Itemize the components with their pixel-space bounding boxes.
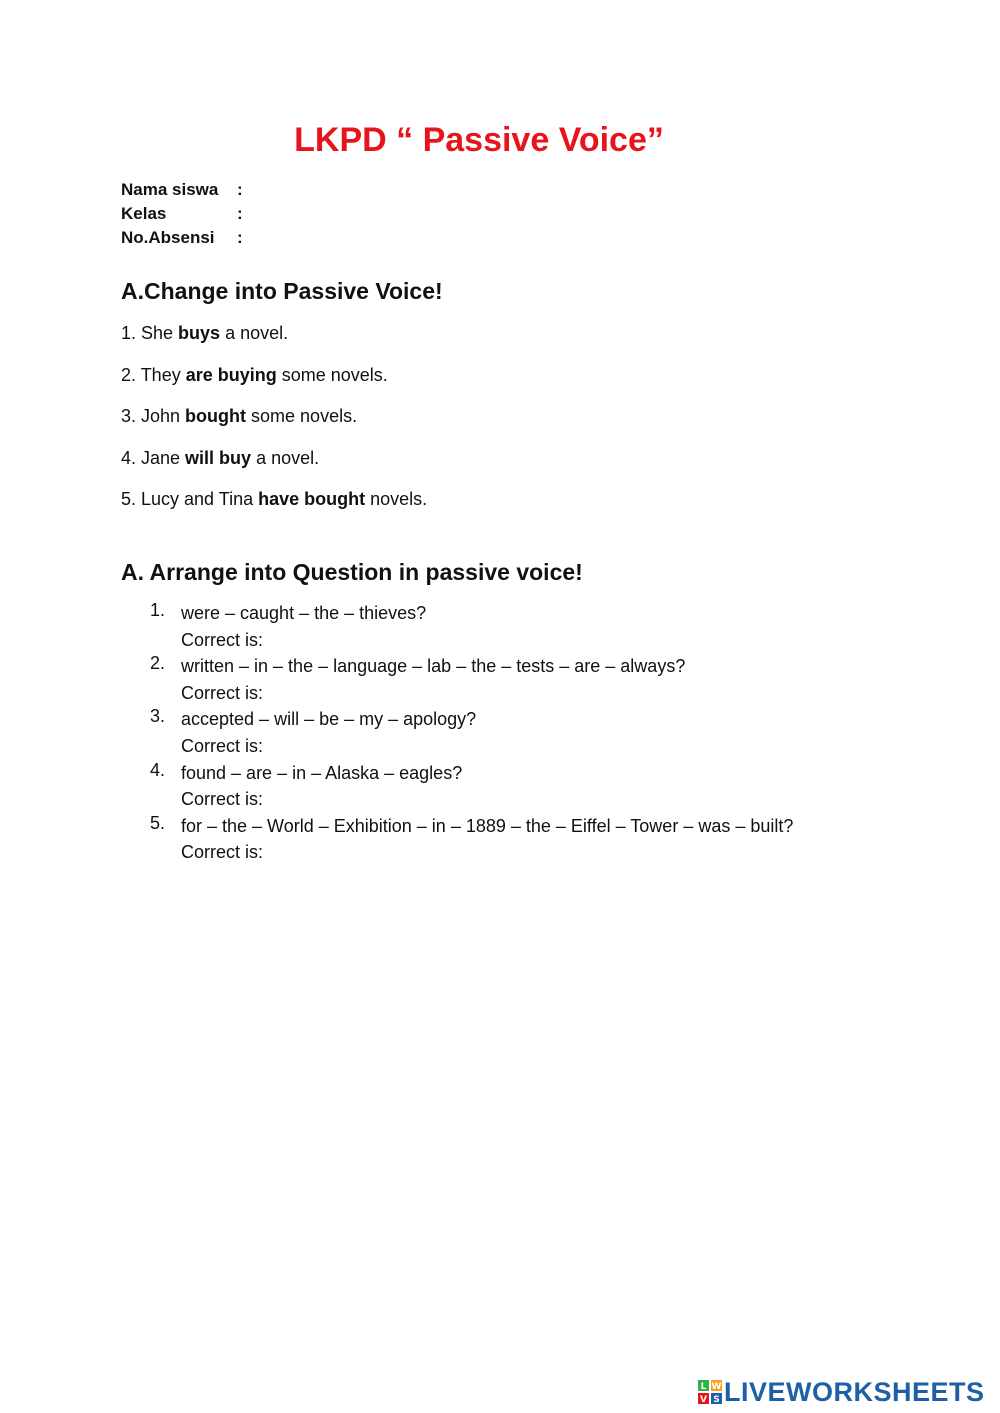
info-label: Kelas bbox=[121, 204, 167, 223]
info-label: Nama siswa bbox=[121, 180, 219, 199]
exercise-prefix: 5. Lucy and Tina bbox=[121, 489, 259, 509]
exercise-prefix: 3. John bbox=[121, 406, 186, 426]
question-number: 2. bbox=[150, 653, 166, 674]
exercise-verb: have bought bbox=[258, 489, 366, 509]
section-b-heading: A. Arrange into Question in passive voice! bbox=[121, 559, 583, 585]
question-number: 4. bbox=[150, 759, 166, 780]
exercise-prefix: 2. They bbox=[121, 364, 186, 385]
exercise-suffix: a novel. bbox=[251, 447, 320, 468]
exercise-verb: are buying bbox=[185, 364, 277, 385]
question-item bbox=[150, 760, 793, 813]
exercise-item bbox=[121, 362, 427, 404]
exercise-prefix: 4. Jane bbox=[121, 447, 186, 468]
question-number: 3. bbox=[150, 706, 166, 727]
question-body bbox=[181, 813, 793, 866]
info-separator: : bbox=[237, 180, 243, 199]
exercise-suffix: some novels. bbox=[276, 364, 388, 385]
exercise-item bbox=[121, 445, 427, 487]
question-words: found – are – in – Alaska – eagles? bbox=[181, 762, 463, 783]
section-b-list bbox=[150, 600, 793, 866]
question-item bbox=[150, 706, 793, 759]
exercise-suffix: novels. bbox=[365, 489, 428, 509]
exercise-item bbox=[121, 320, 427, 362]
info-separator: : bbox=[237, 228, 243, 247]
answer-label: Correct is: bbox=[181, 682, 264, 703]
exercise-item bbox=[121, 403, 427, 445]
logo-letter: L bbox=[700, 1382, 707, 1392]
question-words: for – the – World – Exhibition – in – 1889 – the – Eiffel – Tower – was – built? bbox=[181, 815, 794, 836]
answer-label: Correct is: bbox=[181, 735, 264, 756]
question-item bbox=[150, 600, 793, 653]
footer-logo[interactable] bbox=[698, 1376, 985, 1408]
exercise-item bbox=[121, 486, 427, 528]
question-body bbox=[181, 653, 685, 706]
logo-letter: S bbox=[713, 1395, 720, 1404]
exercise-suffix: some novels. bbox=[246, 406, 358, 426]
section-a-heading: A.Change into Passive Voice! bbox=[121, 278, 443, 304]
student-info-row bbox=[121, 178, 243, 202]
info-separator: : bbox=[237, 204, 243, 223]
question-body bbox=[181, 706, 476, 759]
logo-letter: V bbox=[700, 1395, 707, 1404]
question-body bbox=[181, 600, 426, 653]
page-title: LKPD “ Passive Voice” bbox=[294, 121, 664, 159]
student-info-row bbox=[121, 202, 243, 226]
exercise-verb: bought bbox=[185, 406, 247, 426]
question-body bbox=[181, 760, 462, 813]
student-info bbox=[121, 178, 243, 250]
question-item bbox=[150, 653, 793, 706]
answer-label: Correct is: bbox=[181, 789, 264, 810]
exercise-suffix: a novel. bbox=[220, 323, 289, 343]
answer-label: Correct is: bbox=[181, 629, 264, 650]
logo-letter: W bbox=[711, 1382, 722, 1392]
logo-text: LIVEWORKSHEETS bbox=[724, 1377, 985, 1407]
student-info-row bbox=[121, 226, 243, 250]
section-a-list bbox=[121, 320, 427, 528]
exercise-verb: will buy bbox=[185, 447, 252, 468]
question-item bbox=[150, 813, 793, 866]
exercise-verb: buys bbox=[178, 323, 221, 343]
liveworksheets-logo-icon bbox=[698, 1380, 722, 1404]
question-words: accepted – will – be – my – apology? bbox=[181, 709, 477, 730]
info-label: No.Absensi bbox=[121, 228, 215, 247]
question-number: 1. bbox=[150, 600, 166, 620]
exercise-prefix: 1. She bbox=[121, 323, 179, 343]
question-words: were – caught – the – thieves? bbox=[181, 603, 427, 623]
question-words: written – in – the – language – lab – the – tests – are – always? bbox=[181, 656, 686, 677]
answer-label: Correct is: bbox=[181, 842, 264, 863]
question-number: 5. bbox=[150, 812, 166, 833]
